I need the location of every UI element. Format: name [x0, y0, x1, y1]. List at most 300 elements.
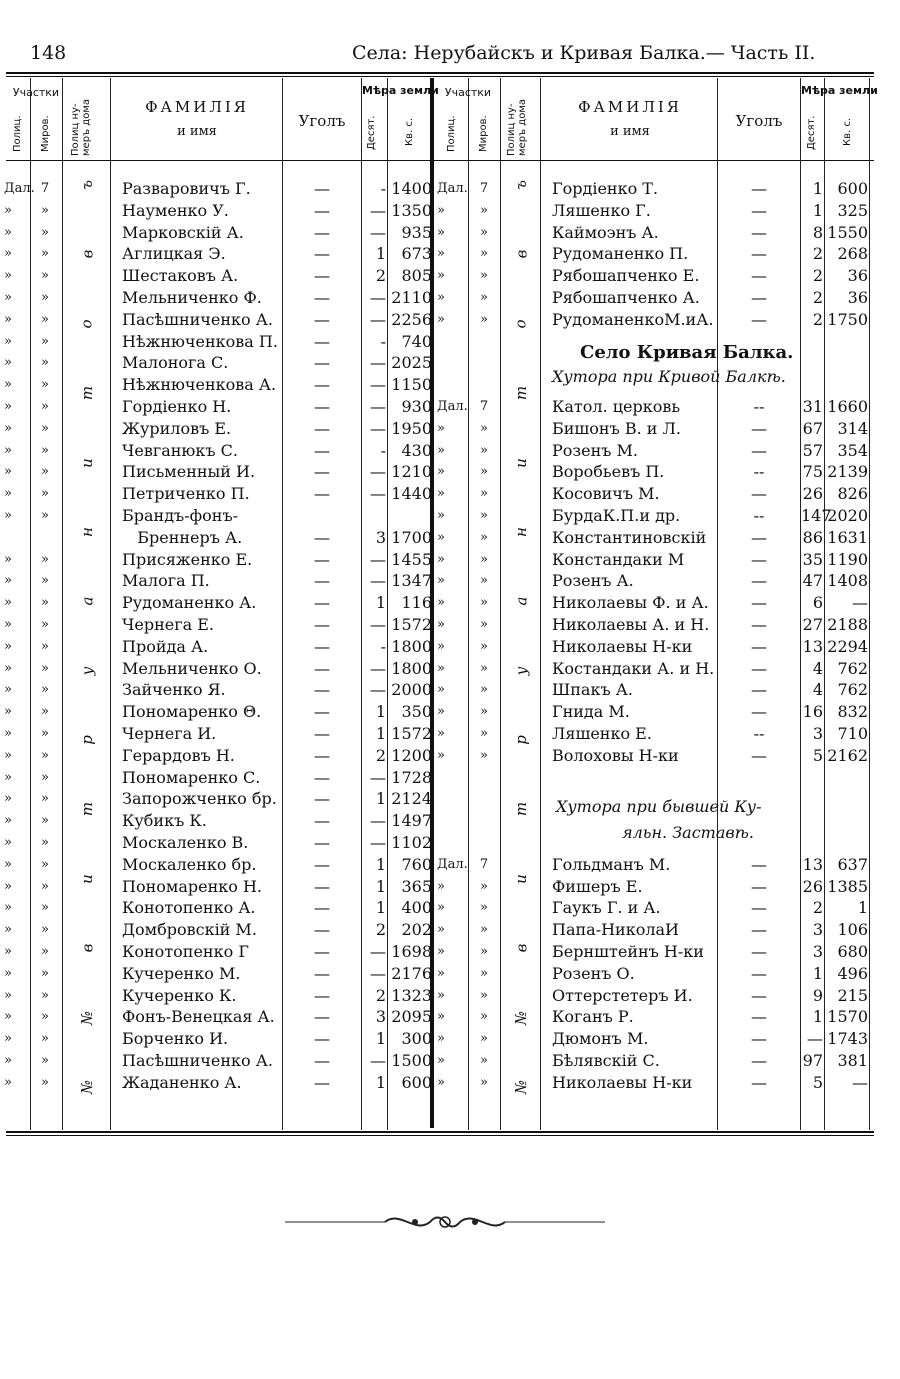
cell-name: Гордiенко Н.: [122, 397, 232, 416]
hdr-desyat: Десят.: [366, 115, 377, 150]
table-row: [0, 570, 870, 592]
cell-mirov: »: [41, 377, 49, 393]
cell-mirov: »: [480, 486, 488, 502]
cell-mirov: »: [480, 508, 488, 523]
cell-kv: 1323: [391, 985, 432, 1005]
cell-police: »: [437, 900, 445, 916]
table-row: [0, 810, 434, 832]
cell-police: »: [4, 399, 12, 414]
cell-desyat: 2: [812, 244, 823, 264]
cell-police: »: [437, 224, 445, 240]
cell-ugol: —: [751, 702, 767, 722]
cell-kv: 1400: [391, 179, 432, 198]
cell-police: »: [4, 290, 12, 305]
cell-kv: —: [852, 1072, 868, 1092]
cell-kv: 1750: [827, 309, 868, 329]
cell-ugol: —: [751, 854, 767, 874]
cell-police: »: [4, 464, 12, 480]
cell-desyat: 2: [375, 985, 386, 1005]
cell-desyat: 2: [375, 266, 386, 286]
cell-desyat: 5: [812, 745, 823, 765]
cell-police: »: [4, 726, 12, 741]
cell-name: Москаленко В.: [122, 833, 249, 852]
cell-desyat: 1: [375, 898, 386, 918]
cell-desyat: —: [370, 397, 386, 416]
cell-kv: 710: [837, 724, 868, 743]
cell-kv: 762: [837, 680, 868, 700]
street-letter: у: [511, 666, 530, 675]
cell-police: »: [437, 965, 445, 981]
cell-name: Жаданенко А.: [122, 1072, 242, 1092]
cell-ugol: —: [751, 549, 767, 569]
table-row: [0, 265, 870, 287]
cell-ugol: —: [314, 200, 330, 220]
cell-ugol: —: [314, 179, 330, 198]
cell-police: »: [4, 987, 12, 1003]
cell-police: »: [4, 791, 12, 807]
cell-name: Кубикъ К.: [122, 811, 207, 831]
cell-mirov: 7: [40, 181, 50, 196]
cell-ugol: —: [751, 222, 767, 242]
cell-kv: 826: [837, 484, 868, 504]
cell-mirov: »: [480, 638, 488, 654]
cell-ugol: —: [751, 484, 767, 504]
cell-desyat: 75: [802, 462, 823, 482]
hdr-desyat-2: Десят.: [806, 115, 817, 150]
cell-ugol: —: [314, 1051, 330, 1070]
cell-ugol: —: [314, 266, 330, 286]
cell-mirov: »: [41, 486, 49, 502]
cell-desyat: —: [370, 549, 386, 569]
cell-ugol: —: [751, 288, 767, 307]
cell-kv: 496: [837, 963, 868, 983]
cell-mirov: »: [41, 682, 49, 698]
table-row: [0, 701, 870, 723]
cell-name: Гордiенко Т.: [552, 179, 659, 198]
cell-desyat: 147: [801, 506, 832, 525]
cell-police: »: [437, 268, 445, 284]
cell-desyat: 1: [375, 1072, 386, 1092]
street-letter: т: [77, 386, 96, 401]
cell-mirov: »: [41, 246, 49, 262]
cell-mirov: »: [480, 726, 488, 741]
table-row: [0, 243, 870, 265]
bottom-rule-thin: [6, 1135, 874, 1136]
cell-desyat: 47: [802, 571, 823, 591]
cell-mirov: »: [480, 551, 488, 567]
street-letter: а: [511, 596, 530, 606]
cell-kv: 1800: [391, 636, 432, 656]
cell-desyat: 5: [812, 1072, 823, 1092]
cell-ugol: —: [314, 876, 330, 896]
cell-name: Бишонъ В. и Л.: [552, 418, 681, 438]
cell-mirov: »: [480, 202, 488, 218]
cell-police: »: [4, 856, 12, 872]
cell-ugol: --: [753, 462, 765, 482]
cell-mirov: »: [41, 878, 49, 894]
cell-ugol: —: [751, 680, 767, 700]
cell-name: Констандаки М: [552, 549, 685, 569]
cell-ugol: —: [314, 1072, 330, 1092]
cell-mirov: »: [41, 965, 49, 981]
cell-kv: 325: [837, 200, 868, 220]
cell-name: Ляшенко Г.: [552, 200, 651, 220]
cell-police: »: [437, 638, 445, 654]
cell-kv: 2256: [391, 309, 432, 329]
cell-name: Малога П.: [122, 571, 210, 591]
table-row: [0, 178, 870, 200]
cell-mirov: »: [480, 944, 488, 959]
cell-desyat: 26: [802, 484, 823, 504]
cell-ugol: —: [751, 1007, 767, 1027]
table-row: [0, 374, 434, 396]
cell-kv: 1385: [827, 876, 868, 896]
cell-police: »: [437, 595, 445, 611]
cell-desyat: 2: [812, 266, 823, 286]
cell-ugol: —: [314, 702, 330, 722]
table-row: [0, 1006, 870, 1028]
cell-ugol: —: [314, 680, 330, 700]
cell-mirov: »: [41, 813, 49, 829]
cell-desyat: 2: [812, 898, 823, 918]
cell-police: »: [4, 878, 12, 894]
cell-kv: 106: [837, 920, 868, 940]
cell-mirov: »: [41, 900, 49, 916]
cell-name: Аглицкая Э.: [122, 244, 226, 264]
cell-kv: 215: [837, 985, 868, 1005]
cell-name: Присяженко Е.: [122, 549, 253, 569]
cell-name: Чернега Е.: [122, 615, 214, 634]
cell-ugol: —: [314, 745, 330, 765]
cell-kv: 2139: [827, 462, 868, 482]
hdr-mera: Мѣра земли: [362, 84, 439, 97]
hdr-mirov-2: Миров.: [478, 115, 489, 152]
cell-desyat: 57: [802, 440, 823, 460]
cell-desyat: —: [370, 288, 386, 307]
running-head: Села: Нерубайскъ и Кривая Балка.— Часть II.: [352, 42, 816, 64]
cell-desyat: 67: [802, 418, 823, 438]
cell-desyat: 2: [812, 309, 823, 329]
cell-mirov: »: [480, 420, 488, 436]
cell-ugol: —: [314, 527, 330, 547]
cell-kv: 2176: [391, 963, 432, 983]
table-row: [0, 723, 870, 745]
cell-kv: 430: [401, 440, 432, 460]
cell-desyat: —: [370, 375, 386, 395]
cell-desyat: 1: [375, 593, 386, 613]
cell-police: »: [437, 1053, 445, 1068]
cell-desyat: 35: [802, 549, 823, 569]
street-letter: а: [77, 596, 96, 606]
cell-police: »: [437, 508, 445, 523]
cell-police: »: [4, 617, 12, 632]
cell-police: »: [437, 573, 445, 589]
cell-mirov: »: [480, 965, 488, 981]
table-row: [0, 483, 870, 505]
cell-police: »: [437, 922, 445, 938]
cell-name: Разваровичъ Г.: [122, 179, 251, 198]
cell-ugol: —: [314, 353, 330, 373]
hdr-polic: Полиц.: [12, 115, 23, 152]
cell-mirov: »: [41, 856, 49, 872]
cell-mirov: »: [41, 835, 49, 850]
cell-name: Николаевы Ф. и А.: [552, 593, 709, 613]
cell-ugol: —: [314, 288, 330, 307]
table-row: [0, 418, 870, 440]
cell-desyat: -: [380, 331, 386, 351]
cell-kv: 2110: [391, 288, 432, 307]
cell-mirov: »: [41, 290, 49, 305]
cell-name: Малонога С.: [122, 353, 229, 373]
cell-ugol: —: [314, 593, 330, 613]
cell-ugol: —: [314, 615, 330, 634]
cell-kv: 2188: [827, 615, 868, 634]
cell-police: »: [437, 617, 445, 632]
hdr-mirov: Миров.: [40, 115, 51, 152]
cell-police: »: [4, 813, 12, 829]
cell-desyat: 13: [802, 854, 823, 874]
cell-kv: 600: [401, 1072, 432, 1092]
hdr-mera-2: Мѣра земли: [801, 84, 878, 97]
cell-desyat: 2: [375, 920, 386, 940]
cell-mirov: »: [480, 682, 488, 698]
bottom-rule: [6, 1131, 874, 1133]
cell-ugol: —: [751, 179, 767, 198]
hdr-ugol: Уголъ: [298, 112, 346, 130]
cell-police: »: [437, 726, 445, 741]
cell-desyat: —: [370, 200, 386, 220]
cell-police: »: [437, 486, 445, 502]
cell-kv: 2020: [827, 506, 868, 525]
cell-mirov: »: [41, 704, 49, 720]
cell-kv: 1347: [391, 571, 432, 591]
cell-desyat: 1: [812, 179, 823, 198]
cell-name: Гнида М.: [552, 702, 630, 722]
street-letter: в: [511, 250, 530, 259]
table-row: [0, 658, 870, 680]
cell-police: »: [437, 878, 445, 894]
cell-ugol: —: [314, 963, 330, 983]
cell-name: Фонъ-Венецкая А.: [122, 1007, 275, 1027]
cell-ugol: —: [314, 571, 330, 591]
cell-desyat: 3: [812, 942, 823, 961]
cell-name: Пономаренко С.: [122, 767, 261, 787]
cell-name: Николаевы Н-ки: [552, 636, 693, 656]
cell-kv: 381: [837, 1051, 868, 1070]
table-row: [0, 679, 870, 701]
cell-desyat: 1: [812, 963, 823, 983]
cell-police: »: [4, 1053, 12, 1068]
cell-name: Ляшенко Е.: [552, 724, 652, 743]
cell-kv: 1500: [391, 1051, 432, 1070]
cell-name: Гаукъ Г. и А.: [552, 898, 661, 918]
cell-name: Чевганюкъ С.: [122, 440, 238, 460]
cell-desyat: 3: [375, 1007, 386, 1027]
street-letter: о: [512, 319, 530, 329]
table-row: [0, 592, 870, 614]
section-khutora-2a: Хутора при бывшей Ку-: [556, 797, 762, 816]
hdr-ugol-2: Уголъ: [735, 112, 783, 130]
cell-mirov: »: [480, 900, 488, 916]
cell-police: »: [4, 311, 12, 327]
table-row: [0, 287, 870, 309]
cell-police: »: [4, 704, 12, 720]
cell-kv: 673: [401, 244, 432, 264]
cell-desyat: 26: [802, 876, 823, 896]
hdr-nomer: Полиц ну- меръ дома: [70, 99, 92, 156]
cell-police: »: [4, 900, 12, 916]
cell-ugol: —: [751, 244, 767, 264]
cell-police: »: [4, 224, 12, 240]
cell-police: »: [4, 660, 12, 676]
cell-police: »: [4, 268, 12, 284]
cell-desyat: -: [380, 636, 386, 656]
cell-police: »: [437, 987, 445, 1003]
cell-name: Костандаки А. и Н.: [552, 658, 715, 678]
cell-kv: 1572: [391, 724, 432, 743]
cell-mirov: »: [480, 747, 488, 763]
cell-name: Герардовъ Н.: [122, 745, 235, 765]
cell-police: »: [4, 420, 12, 436]
cell-police: »: [4, 747, 12, 763]
cell-ugol: —: [314, 1007, 330, 1027]
cell-name: Зайченко Я.: [122, 680, 226, 700]
cell-kv: 680: [837, 942, 868, 961]
street-letter: ъ: [78, 180, 96, 190]
street-letter: у: [77, 666, 96, 675]
cell-ugol: —: [314, 898, 330, 918]
top-rule-thin: [6, 76, 874, 77]
cell-name: Пономаренко Θ.: [122, 702, 262, 722]
cell-name: Бернштейнъ Н-ки: [552, 942, 704, 961]
street-letter: т: [511, 802, 530, 817]
cell-police: »: [437, 311, 445, 327]
cell-mirov: »: [41, 355, 49, 371]
cell-desyat: 2: [375, 745, 386, 765]
cell-kv: 350: [401, 702, 432, 722]
cell-kv: 354: [837, 440, 868, 460]
cell-police: »: [437, 747, 445, 763]
cell-mirov: »: [41, 311, 49, 327]
street-letter: о: [78, 319, 96, 329]
cell-kv: 1800: [391, 658, 432, 678]
table-row: [0, 200, 870, 222]
cell-police: »: [437, 1031, 445, 1047]
cell-desyat: 86: [802, 527, 823, 547]
table-row: [0, 963, 870, 985]
cell-kv: 935: [401, 222, 432, 242]
cell-mirov: »: [41, 399, 49, 414]
cell-police: »: [437, 420, 445, 436]
cell-police: »: [4, 355, 12, 371]
cell-desyat: —: [370, 462, 386, 482]
street-letter: т: [77, 802, 96, 817]
cell-police: »: [4, 508, 12, 523]
cell-ugol: --: [753, 724, 765, 743]
cell-mirov: »: [480, 878, 488, 894]
cell-name: Розенъ А.: [552, 571, 634, 591]
cell-ugol: —: [751, 963, 767, 983]
cell-ugol: —: [751, 985, 767, 1005]
table-row: [0, 396, 870, 418]
table-row: [0, 309, 870, 331]
cell-kv: 365: [401, 876, 432, 896]
cell-ugol: —: [314, 854, 330, 874]
cell-kv: 930: [401, 397, 432, 416]
cell-ugol: —: [314, 658, 330, 678]
cell-police: Дал.: [437, 856, 468, 872]
cell-desyat: —: [370, 353, 386, 373]
cell-name: РудоманенкоМ.иА.: [552, 309, 714, 329]
cell-police: »: [4, 551, 12, 567]
cell-ugol: —: [751, 636, 767, 656]
cell-mirov: »: [41, 333, 49, 349]
cell-police: »: [4, 377, 12, 393]
cell-police: »: [437, 682, 445, 698]
cell-kv: 600: [837, 179, 868, 198]
cell-name: Косовичъ М.: [552, 484, 660, 504]
cell-desyat: 27: [802, 615, 823, 634]
cell-ugol: —: [751, 440, 767, 460]
cell-desyat: -: [380, 440, 386, 460]
cell-police: »: [437, 704, 445, 720]
cell-kv: 2162: [827, 745, 868, 765]
cell-ugol: —: [314, 833, 330, 852]
street-letter: р: [511, 735, 530, 745]
cell-name: Кучеренко К.: [122, 985, 237, 1005]
cell-mirov: »: [480, 660, 488, 676]
cell-desyat: —: [370, 658, 386, 678]
cell-mirov: »: [41, 726, 49, 741]
cell-police: »: [4, 595, 12, 611]
table-row: [0, 745, 870, 767]
cell-police: »: [4, 1074, 12, 1090]
cell-desyat: 1: [375, 876, 386, 896]
cell-desyat: —: [370, 680, 386, 700]
cell-mirov: »: [41, 1074, 49, 1090]
table-row: [0, 549, 870, 571]
cell-ugol: —: [314, 767, 330, 787]
table-row: [0, 941, 870, 963]
cell-mirov: »: [480, 595, 488, 611]
cell-name: Брандъ-фонъ-: [122, 506, 239, 525]
cell-kv: 1: [857, 898, 868, 918]
cell-mirov: »: [41, 420, 49, 436]
cell-ugol: —: [751, 876, 767, 896]
section-khutora-2b: яльн. Заставѣ.: [622, 823, 754, 842]
cell-ugol: —: [751, 745, 767, 765]
cell-ugol: —: [314, 920, 330, 940]
cell-desyat: —: [370, 767, 386, 787]
cell-police: Дал.: [437, 399, 468, 414]
hdr-imya-2: и имя: [610, 124, 650, 139]
cell-police: »: [4, 442, 12, 458]
cell-police: »: [4, 1031, 12, 1047]
cell-ugol: —: [314, 222, 330, 242]
hdr-familia-2: ФАМИЛIЯ: [578, 98, 682, 116]
cell-desyat: —: [370, 942, 386, 961]
cell-ugol: —: [751, 1051, 767, 1070]
cell-kv: 740: [401, 331, 432, 351]
cell-name: Шпакъ А.: [552, 680, 633, 700]
cell-ugol: —: [751, 615, 767, 634]
table-row: [0, 1050, 870, 1072]
cell-ugol: —: [314, 985, 330, 1005]
cell-mirov: »: [41, 224, 49, 240]
cell-desyat: 6: [812, 593, 823, 613]
cell-kv: 1210: [391, 462, 432, 482]
cell-name: Константиновскiй: [552, 527, 707, 547]
